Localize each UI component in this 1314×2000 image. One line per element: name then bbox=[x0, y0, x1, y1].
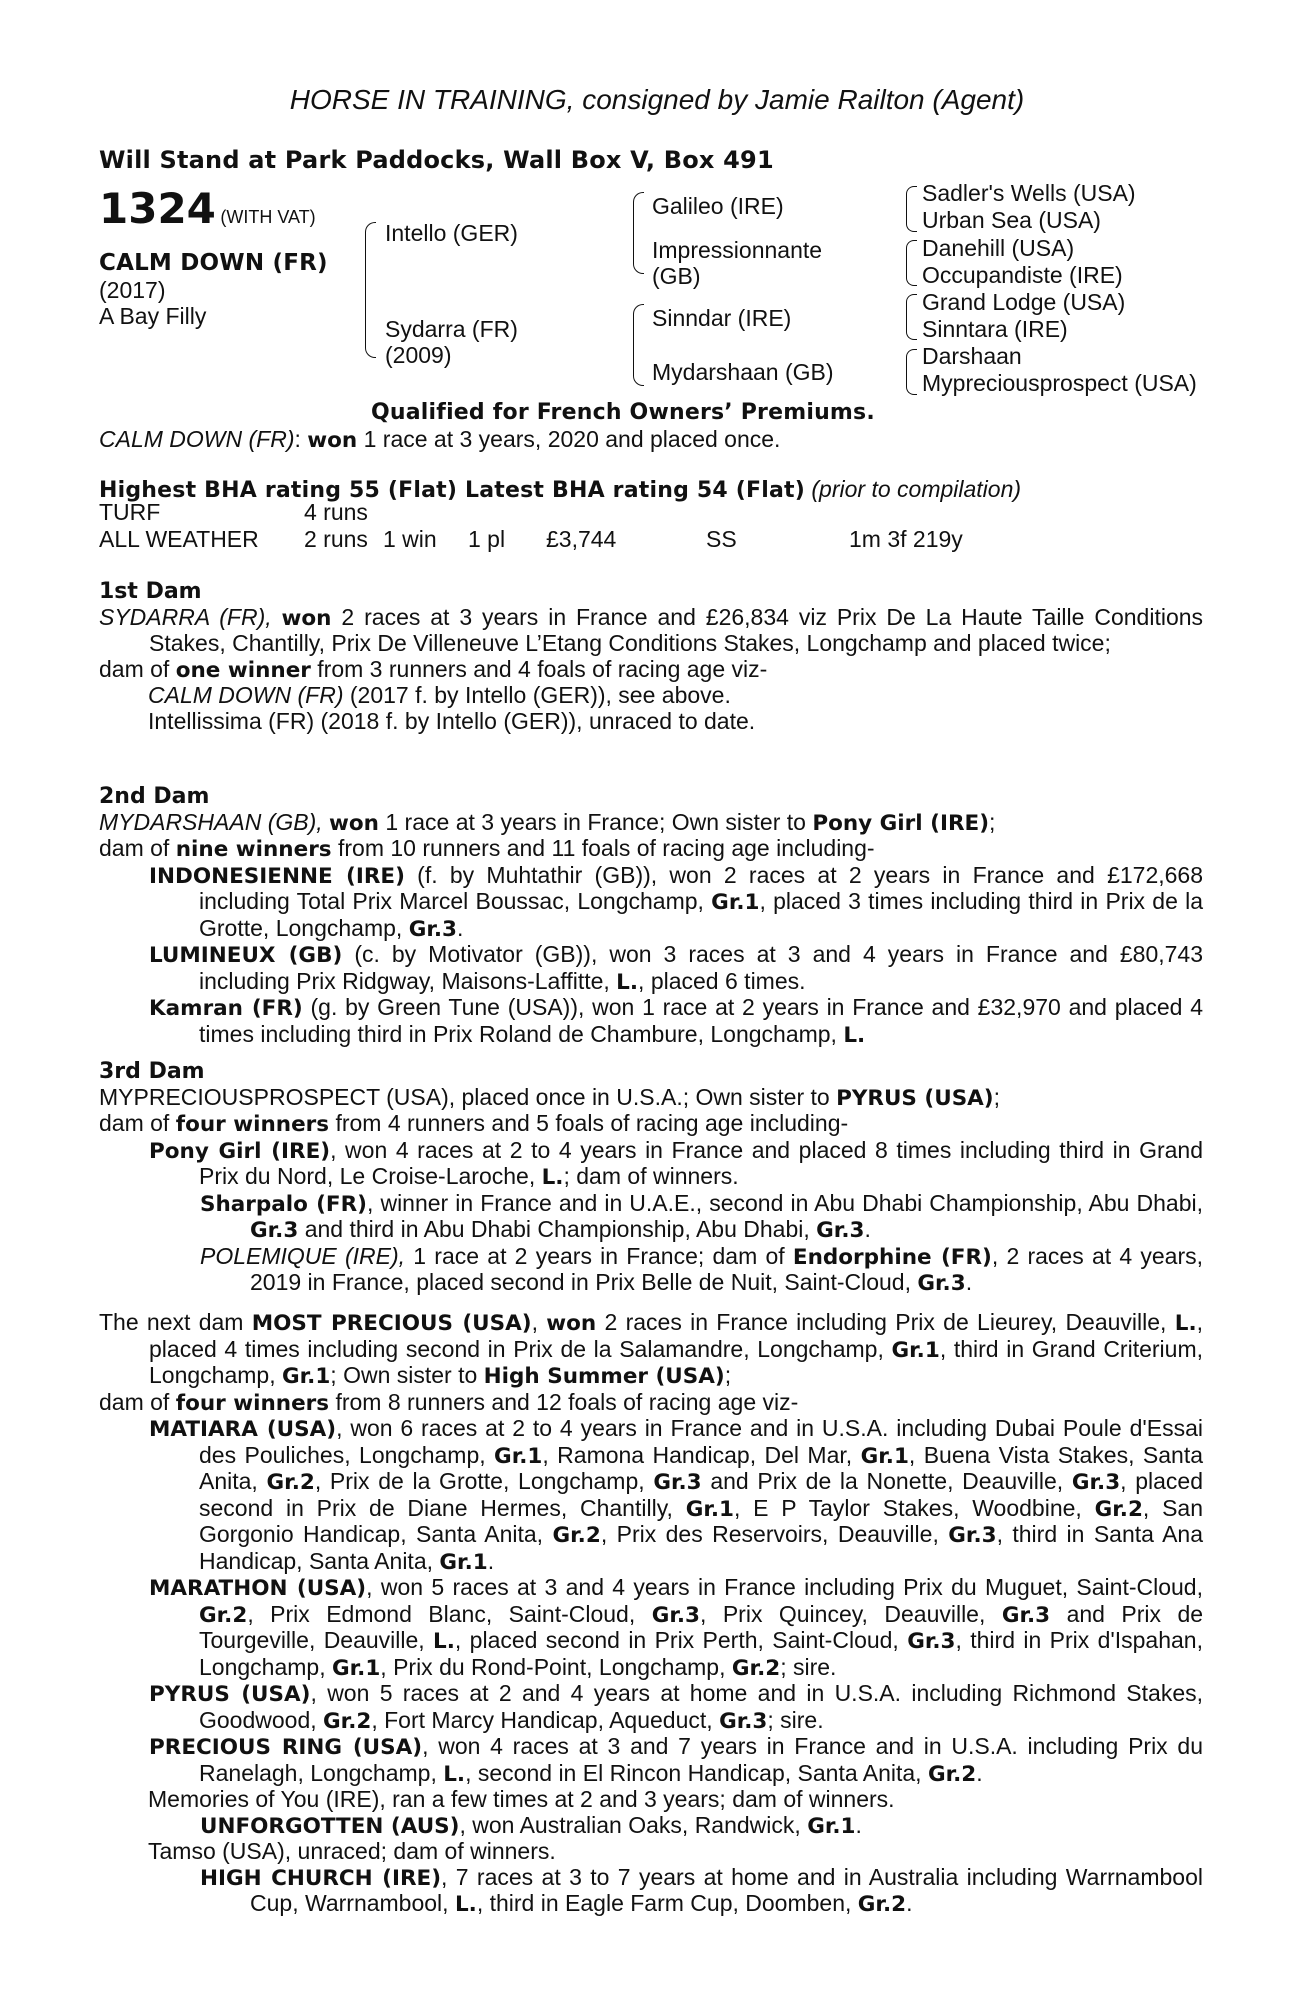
stand-location: Will Stand at Park Paddocks, Wall Box V, Box 491 bbox=[99, 146, 774, 174]
next-dam-foal-memories: Memories of You (IRE), ran a few times at 2 and 3 years; dam of winners. bbox=[148, 1786, 895, 1812]
pedigree-dds: Darshaan bbox=[922, 343, 1022, 369]
first-dam-heading: 1st Dam bbox=[99, 579, 202, 604]
rating-line bbox=[99, 476, 1021, 503]
third-dam-record: MYPRECIOUSPROSPECT (USA), placed once in U.S.A.; Own sister to PYRUS (USA); bbox=[99, 1083, 1001, 1111]
brace-gen3-1 bbox=[906, 186, 917, 232]
first-dam-foal-1: CALM DOWN (FR) (2017 f. by Intello (GER)), see above. bbox=[148, 682, 731, 708]
pedigree-dam-dam: Mydarshaan (GB) bbox=[652, 359, 834, 385]
third-dam-foal-1: Pony Girl (IRE), won 4 races at 2 to 4 years in France and placed 8 times including third in Grand Prix du Nord, Le Croise-Laroche, L.; dam of winners. bbox=[149, 1136, 1203, 1190]
brace-parents bbox=[365, 222, 376, 358]
next-dam-foal-marathon: MARATHON (USA), won 5 races at 3 and 4 years in France including Prix du Muguet, Saint-Cloud, Gr.2, Prix Edmond Blanc, Saint-Cloud, Gr.3, Prix Quincey, Deauville, Gr.3 and Prix de Tourgeville, Deauville, L., placed second in Prix Perth, Saint-Cloud, Gr.3, third in Prix d'Ispahan, Longchamp, Gr.1, Prix du Rond-Point, Longchamp, Gr.2; sire. bbox=[149, 1574, 1204, 1681]
next-dam-produce: dam of four winners from 8 runners and 12 foals of racing age viz- bbox=[99, 1388, 799, 1416]
form-turf-runs: 4 runs bbox=[304, 499, 368, 525]
pedigree-ssd: Urban Sea (USA) bbox=[922, 207, 1101, 233]
form-aw-places: 1 pl bbox=[468, 526, 506, 552]
second-dam-section bbox=[99, 784, 1203, 1048]
horse-description: A Bay Filly bbox=[99, 303, 207, 329]
form-aw-wins: 1 win bbox=[383, 526, 437, 552]
pedigree-dsd: Sinntara (IRE) bbox=[922, 316, 1068, 342]
pedigree-sire-dam-country: (GB) bbox=[652, 263, 701, 289]
horse-name: CALM DOWN (FR) bbox=[99, 250, 328, 276]
pedigree-sdd: Occupandiste (IRE) bbox=[922, 262, 1123, 288]
third-dam-heading: 3rd Dam bbox=[99, 1059, 205, 1084]
horse-year: (2017) bbox=[99, 277, 166, 303]
next-dam-foal-tamso: Tamso (USA), unraced; dam of winners. bbox=[148, 1838, 556, 1864]
first-dam-record: SYDARRA (FR), won 2 races at 3 years in France and £26,834 viz Prix De La Haute Taille Conditions Stakes, Chantilly, Prix De Villeneuve L’Etang Conditions Stakes, Longchamp and placed twice; bbox=[99, 603, 1204, 656]
first-dam-foal-2: Intellissima (FR) (2018 f. by Intello (GER)), unraced to date. bbox=[148, 707, 756, 734]
form-aw-prize: £3,744 bbox=[546, 526, 617, 552]
form-turf-surface: TURF bbox=[99, 499, 161, 525]
record-won: won bbox=[307, 428, 358, 453]
first-dam-produce: dam of one winner from 3 runners and 4 foals of racing age viz- bbox=[99, 655, 768, 683]
brace-dam-line bbox=[633, 304, 644, 386]
form-aw-surface: ALL WEATHER bbox=[99, 526, 259, 552]
brace-gen3-3 bbox=[906, 294, 917, 340]
pedigree-dam-year: (2009) bbox=[385, 342, 452, 368]
brace-gen3-2 bbox=[906, 240, 917, 286]
pedigree-sss: Sadler's Wells (USA) bbox=[922, 180, 1136, 206]
third-dam-grandfoal-2: POLEMIQUE (IRE), 1 race at 2 years in France; dam of Endorphine (FR), 2 races at 4 years, 2019 in France, placed second in Prix Belle de Nuit, Saint-Cloud, Gr.3. bbox=[200, 1242, 1204, 1296]
third-dam-produce: dam of four winners from 4 runners and 5 foals of racing age including- bbox=[99, 1110, 849, 1137]
next-dam-grandfoal-unforgotten: UNFORGOTTEN (AUS), won Australian Oaks, Randwick, Gr.1. bbox=[200, 1811, 862, 1839]
pedigree-sds: Danehill (USA) bbox=[922, 235, 1075, 261]
second-dam-produce: dam of nine winners from 10 runners and 11 foals of racing age including- bbox=[99, 835, 875, 862]
second-dam-foal-1: INDONESIENNE (IRE) (f. by Muhtathir (GB)), won 2 races at 2 years in France and £172,668 including Total Prix Marcel Boussac, Longchamp, Gr.1, placed 3 times including third in Prix de la Grotte, Longchamp, Gr.3. bbox=[149, 861, 1204, 942]
third-dam-section bbox=[99, 1059, 1203, 1297]
race-record: CALM DOWN (FR): won 1 race at 3 years, 2020 and placed once. bbox=[99, 426, 781, 453]
second-dam-foal-3: Kamran (FR) (g. by Green Tune (USA)), won 1 race at 2 years in France and £32,970 and placed 4 times including third in Prix Roland de Chambure, Longchamp, L. bbox=[149, 994, 1204, 1048]
pedigree-sire-sire: Galileo (IRE) bbox=[652, 193, 784, 219]
pedigree-ddd: Mypreciousprospect (USA) bbox=[922, 370, 1197, 396]
brace-gen3-4 bbox=[906, 349, 917, 395]
form-aw-going: SS bbox=[706, 526, 737, 552]
next-dam-foal-matiara: MATIARA (USA), won 6 races at 2 to 4 years in France and in U.S.A. including Dubai Poule d'Essai des Pouliches, Longchamp, Gr.1, Ramona Handicap, Del Mar, Gr.1, Buena Vista Stakes, Santa Anita, Gr.2, Prix de la Grotte, Longchamp, Gr.3 and Prix de la Nonette, Deauville, Gr.3, placed second in Prix de Diane Hermes, Chantilly, Gr.1, E P Taylor Stakes, Woodbine, Gr.2, San Gorgonio Handicap, Santa Anita, Gr.2, Prix des Reservoirs, Deauville, Gr.3, third in Santa Ana Handicap, Santa Anita, Gr.1. bbox=[149, 1415, 1204, 1575]
pedigree-sire-dam: Impressionnante bbox=[652, 237, 823, 263]
record-text: 1 race at 3 years, 2020 and placed once. bbox=[363, 426, 781, 452]
next-dam-section bbox=[99, 1310, 1203, 1918]
next-dam-foal-pyrus: PYRUS (USA), won 5 races at 2 and 4 years at home and in U.S.A. including Richmond Stakes, Goodwood, Gr.2, Fort Marcy Handicap, Aqueduct, Gr.3; sire. bbox=[149, 1680, 1204, 1734]
next-dam-foal-precious-ring: PRECIOUS RING (USA), won 4 races at 3 and 7 years in France and in U.S.A. including Prix du Ranelagh, Longchamp, L., second in El Rincon Handicap, Santa Anita, Gr.2. bbox=[149, 1733, 1203, 1787]
second-dam-record: MYDARSHAAN (GB), won 1 race at 3 years in France; Own sister to Pony Girl (IRE); bbox=[99, 808, 996, 836]
second-dam-heading: 2nd Dam bbox=[99, 784, 210, 809]
lot-block bbox=[99, 184, 316, 233]
record-horse-name: CALM DOWN (FR) bbox=[99, 426, 295, 452]
lot-number: 1324 bbox=[99, 184, 216, 233]
vat-note: (WITH VAT) bbox=[220, 207, 316, 227]
page-header: HORSE IN TRAINING, consigned by Jamie Railton (Agent) bbox=[289, 84, 1025, 115]
rating-note: (prior to compilation) bbox=[811, 476, 1022, 502]
form-aw-distance: 1m 3f 219y bbox=[849, 526, 963, 552]
next-dam-record: The next dam MOST PRECIOUS (USA), won 2 races in France including Prix de Lieurey, Deauville, L., placed 4 times including second in Prix de la Salamandre, Longchamp, Gr.1, third in Grand Criterium, Longchamp, Gr.1; Own sister to High Summer (USA); bbox=[99, 1309, 1204, 1389]
second-dam-foal-2: LUMINEUX (GB) (c. by Motivator (GB)), won 3 races at 3 and 4 years in France and £80,743 including Prix Ridgway, Maisons-Laffitte, L., placed 6 times. bbox=[149, 941, 1204, 995]
form-aw-runs: 2 runs bbox=[304, 526, 368, 552]
premiums-note: Qualified for French Owners’ Premiums. bbox=[371, 400, 875, 425]
third-dam-grandfoal-1: Sharpalo (FR), winner in France and in U.A.E., second in Abu Dhabi Championship, Abu Dhabi, Gr.3 and third in Abu Dhabi Championship, Abu Dhabi, Gr.3. bbox=[200, 1189, 1203, 1243]
pedigree-dss: Grand Lodge (USA) bbox=[922, 289, 1126, 315]
next-dam-grandfoal-high-church: HIGH CHURCH (IRE), 7 races at 3 to 7 years at home and in Australia including Warrnambool Cup, Warrnambool, L., third in Eagle Farm Cup, Doomben, Gr.2. bbox=[200, 1863, 1203, 1917]
pedigree-dam: Sydarra (FR) bbox=[385, 316, 518, 342]
pedigree-dam-sire: Sinndar (IRE) bbox=[652, 305, 792, 331]
pedigree-sire: Intello (GER) bbox=[385, 220, 518, 246]
brace-sire-line bbox=[633, 192, 644, 274]
first-dam-section bbox=[99, 579, 1203, 734]
rating-bold: Highest BHA rating 55 (Flat) Latest BHA rating 54 (Flat) bbox=[99, 478, 805, 503]
